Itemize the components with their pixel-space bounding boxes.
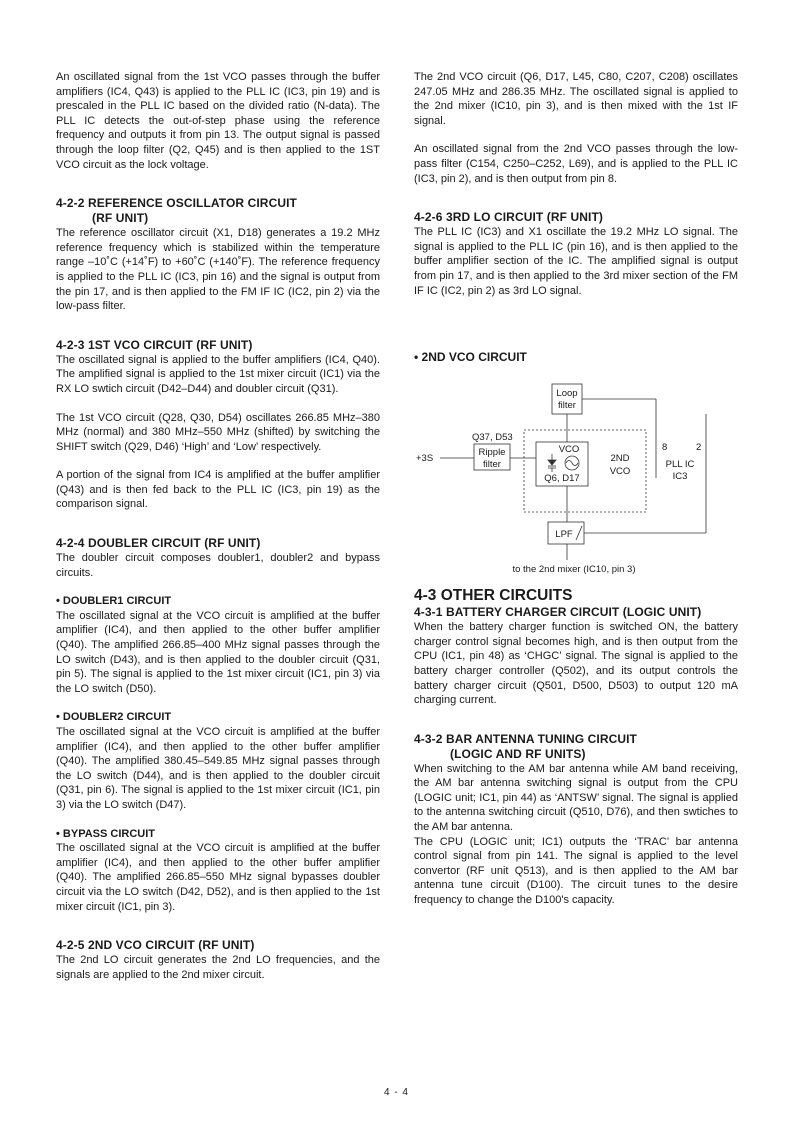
vco-block-diagram (414, 374, 744, 584)
paragraph: The oscillated signal at the VCO circuit is amplified at the buffer amplifier (IC4), and then applied to the other buffer amplifier (Q40). The amplified 380.45–549.85 MHz signal passes through the LO switch (D44), and is then applied to the doubler circuit (Q31, pin 6). The signal is applied to the 1st mixer circuit (IC1, pin 3) via the LO switch (D47). (56, 726, 380, 811)
paragraph: The CPU (LOGIC unit; IC1) outputs the ‘TRAC’ bar antenna control signal from pin 141. The signal is applied to the level convertor (RF unit Q513), and is then applied to the AM bar antenna tune circuit (D100). The circuit tunes to the desire frequency to change the D100's capacity. (414, 835, 738, 907)
section-heading-4-3-2 (414, 732, 738, 762)
section-heading-4-3: 4-3 OTHER CIRCUITS (414, 587, 573, 605)
second-vco-label: 2ND (610, 453, 630, 465)
paragraph: The reference oscillator circuit (X1, D18) generates a 19.2 MHz reference frequency which is stabilized within the temperature range –10˚C (+14˚F) to +60˚C (+140˚F). The reference frequency is applied to the PLL IC (IC3, pin 16) and the signal is output from the pin 17, and is then applied to the FM IF IC (IC2, pin 2) via the low-pass filter. (56, 227, 380, 313)
lpf-label: LPF (555, 529, 573, 541)
paragraph: The oscillated signal at the VCO circuit is amplified at the buffer amplifier (IC4), and then applied to the other buffer amplifier (Q40). The amplified 266.85–550 MHz signal bypasses doubler circuit via the LO switch (D42, D52), and is then applied to the 1st mixer circuit (IC1, pin 3). (56, 842, 380, 913)
paragraph: An oscillated signal from the 2nd VCO passes through the low-pass filter (C154, C250–C252, L69), and is applied to the PLL IC (IC3, pin 2), and is then output from pin 8. (414, 143, 738, 185)
paragraph: The doubler circuit composes doubler1, doubler2 and bypass circuits. (56, 552, 380, 579)
paragraph: The 1st VCO circuit (Q28, Q30, D54) oscillates 266.85 MHz–380 MHz (normal) and 380 MHz–550 MHz (shifted) by switching the SHIFT switch (Q29, D46) ‘High’ and ‘Low’ respectively. (56, 411, 380, 453)
paragraph: The oscillated signal is applied to the buffer amplifiers (IC4, Q40). The amplified signal is applied to the 1st mixer circuit (IC1) via the RX LO swtich circuit (D42–D44) and doubler circuit (Q31). (56, 353, 380, 395)
pll-ic-label: PLL IC (665, 459, 695, 471)
heading-line: 4-3-2 BAR ANTENNA TUNING CIRCUIT (414, 731, 637, 746)
page-number: 4 - 4 (383, 1087, 409, 1098)
subheading-bypass: • BYPASS CIRCUIT (56, 827, 380, 842)
paragraph: The 2nd LO circuit generates the 2nd LO frequencies, and the signals are applied to the 2nd mixer circuit. (56, 954, 380, 981)
vco-label: VCO (558, 444, 580, 456)
subheading-doubler2: • DOUBLER2 CIRCUIT (56, 710, 380, 725)
loop-filter-label: Loop (556, 388, 578, 400)
paragraph: When the battery charger function is switched ON, the battery charger control signal becomes high, and is then output from the CPU (IC1, pin 48) as ‘CHGC’ signal. The signal is applied to the battery charger controller (Q502), and its output controls the battery charger circuit (Q501, D500, D503) to output 120 mA charging current. (414, 621, 738, 707)
q6-label: Q6, D17 (544, 473, 580, 485)
section-heading-4-2-5: 4-2-5 2ND VCO CIRCUIT (RF UNIT) (56, 938, 255, 953)
subheading-doubler1: • DOUBLER1 CIRCUIT (56, 594, 380, 609)
second-vco-label: VCO (609, 466, 631, 478)
paragraph: The 2nd VCO circuit (Q6, D17, L45, C80, C207, C208) oscillates 247.05 MHz and 286.35 MHz. The oscillated signal is applied to the 2nd mixer (IC10, pin 3), and is then mixed with the 1st IF signal. (414, 71, 738, 127)
pll-ic-label: IC3 (672, 471, 688, 483)
left-column (56, 70, 380, 982)
diagram-caption: to the 2nd mixer (IC10, pin 3) (512, 564, 636, 576)
section-heading-4-2-3: 4-2-3 1ST VCO CIRCUIT (RF UNIT) (56, 337, 253, 352)
right-column (414, 70, 738, 908)
paragraph: When switching to the AM bar antenna while AM band receiving, the AM bar antenna switching signal is output from the CPU (LOGIC unit; IC1, pin 44) as ‘ANTSW’ signal. The signal is applied to the antenna switching circuit (Q510, D76), and then swtiches to the AM bar antenna. (414, 762, 738, 834)
paragraph: An oscillated signal from the 1st VCO passes through the buffer amplifiers (IC4, Q43) is applied to the PLL IC (IC3, pin 19) and is prescaled in the PLL IC based on the divided ratio (N-data). The PLL IC detects the out-of-step phase using the reference frequency and outputs it from pin 13. The output signal is passed through the loop filter (Q2, Q45) and is then applied to the 1ST VCO circuit as the lock voltage. (56, 71, 380, 171)
plus-3s-label: +3S (416, 453, 434, 465)
section-heading-4-3-1: 4-3-1 BATTERY CHARGER CIRCUIT (LOGIC UNIT) (414, 605, 702, 620)
heading-line: (RF UNIT) (92, 211, 149, 226)
section-heading-4-2-2 (56, 196, 380, 226)
paragraph: The PLL IC (IC3) and X1 oscillate the 19.2 MHz LO signal. The signal is applied to the PLL IC (pin 16), and is then applied to the buffer amplifier section of the IC. The amplified signal is output from pin 17, and is then applied to the 3rd mixer section of the FM IF IC (IC2, pin 2) as 3rd LO signal. (414, 226, 738, 297)
diagram-title: • 2ND VCO CIRCUIT (414, 350, 738, 364)
pin-8-label: 8 (662, 442, 668, 454)
paragraph: The oscillated signal at the VCO circuit is amplified at the buffer amplifier (IC4), and then applied to the other buffer amplifier (Q40). The amplified 266.85–400 MHz signal passes through the LO switch (D43), and is then applied to the doubler circuit (Q31, pin 5). The signal is applied to the 1st mixer circuit (IC1, pin 3) via the LO switch (D50). (56, 609, 380, 695)
q37-label: Q37, D53 (472, 432, 513, 444)
section-heading-4-2-4: 4-2-4 DOUBLER CIRCUIT (RF UNIT) (56, 536, 261, 551)
ripple-filter-label: filter (483, 459, 501, 471)
heading-line: 4-2-2 REFERENCE OSCILLATOR CIRCUIT (56, 196, 297, 211)
heading-line: (LOGIC AND RF UNITS) (450, 746, 586, 761)
pin-2-label: 2 (696, 442, 702, 454)
paragraph: A portion of the signal from IC4 is amplified at the buffer amplifier (Q43) and is then fed back to the PLL IC (IC3, pin 19) as the comparison signal. (56, 469, 380, 511)
ripple-filter-label: Ripple (478, 447, 506, 459)
section-heading-4-2-6: 4-2-6 3RD LO CIRCUIT (RF UNIT) (414, 210, 603, 225)
loop-filter-label: filter (558, 400, 576, 412)
